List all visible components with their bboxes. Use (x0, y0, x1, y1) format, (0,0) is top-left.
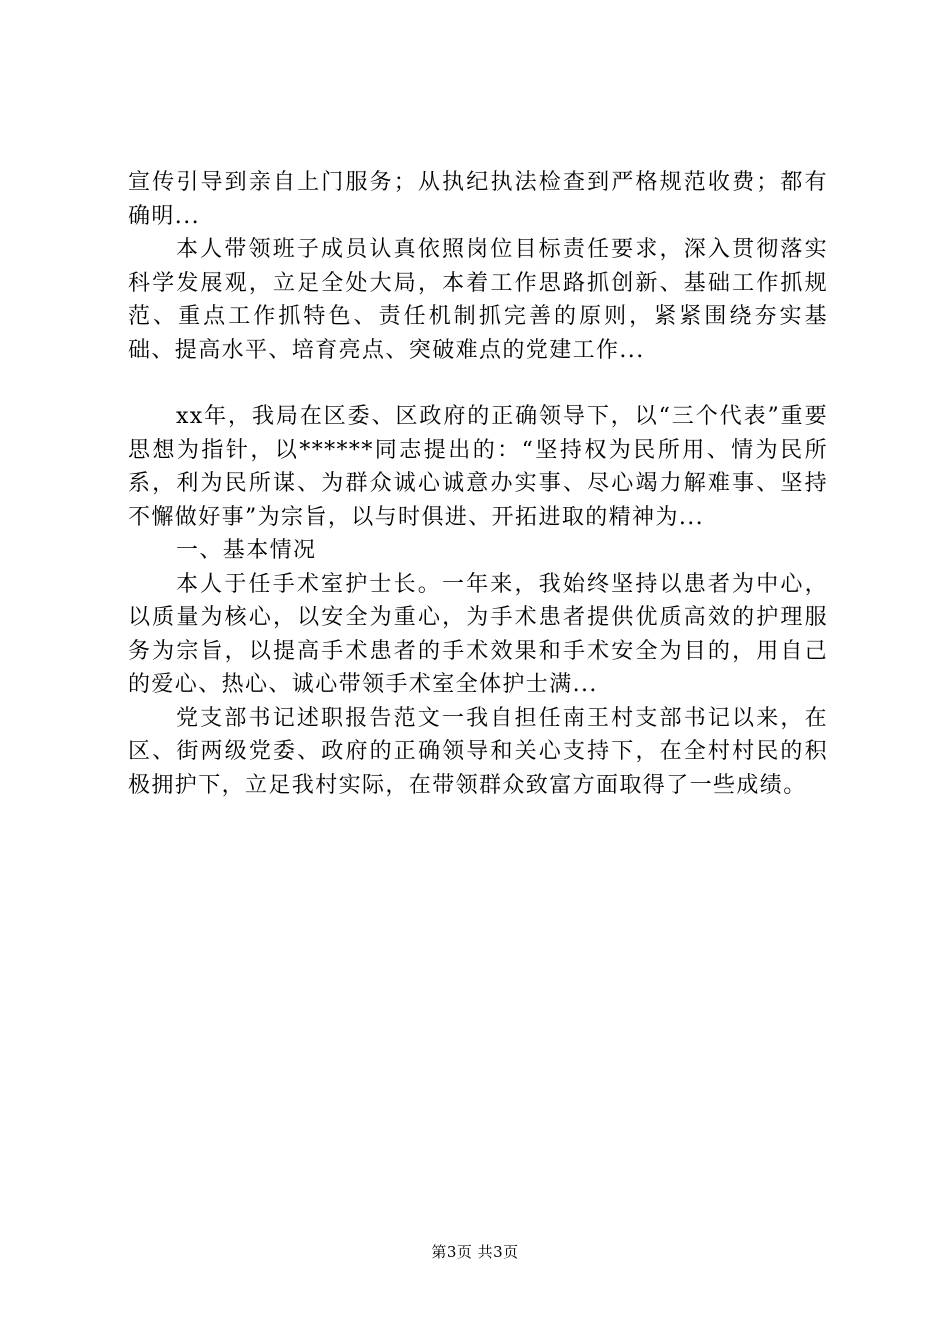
paragraph-continuation: 宣传引导到亲自上门服务；从执纪执法检查到严格规范收费；都有确明... (128, 170, 828, 229)
section-heading-basic-situation: 一、基本情况 (176, 538, 317, 563)
paragraph-head-nurse: 本人于任手术室护士长。一年来，我始终坚持以患者为中心，以质量为核心，以安全为重心，为手术患者提供优质高效的护理服务为宗旨，以提高手术患者的手术效果和手术安全为目的，用自己的爱心、热心、诚心带领手术室全体护士满... (128, 571, 828, 697)
paragraph-leadership: 本人带领班子成员认真依照岗位目标责任要求，深入贯彻落实科学发展观，立足全处大局，本着工作思路抓创新、基础工作抓规范、重点工作抓特色、责任机制抓完善的原则，紧紧围绕夯实基础、提高水平、培育亮点、突破难点的党建工作... (128, 237, 828, 363)
document-body (128, 166, 828, 802)
paragraph-bureau-year: xx年，我局在区委、区政府的正确领导下，以“三个代表”重要思想为指针，以******同志提出的：“坚持权为民所用、情为民所系，利为民所谋、为群众诚心诚意办实事、尽心竭力解难事、坚持不懈做好事”为宗旨，以与时俱进、开拓进取的精神为... (128, 404, 828, 530)
page-number-footer: 第3页 共3页 (431, 1243, 519, 1261)
paragraph-party-secretary: 党支部书记述职报告范文一我自担任南王村支部书记以来，在区、街两级党委、政府的正确领导和关心支持下，在全村村民的积极拥护下，立足我村实际，在带领群众致富方面取得了一些成绩。 (128, 705, 828, 798)
paragraph-spacer (128, 367, 828, 400)
